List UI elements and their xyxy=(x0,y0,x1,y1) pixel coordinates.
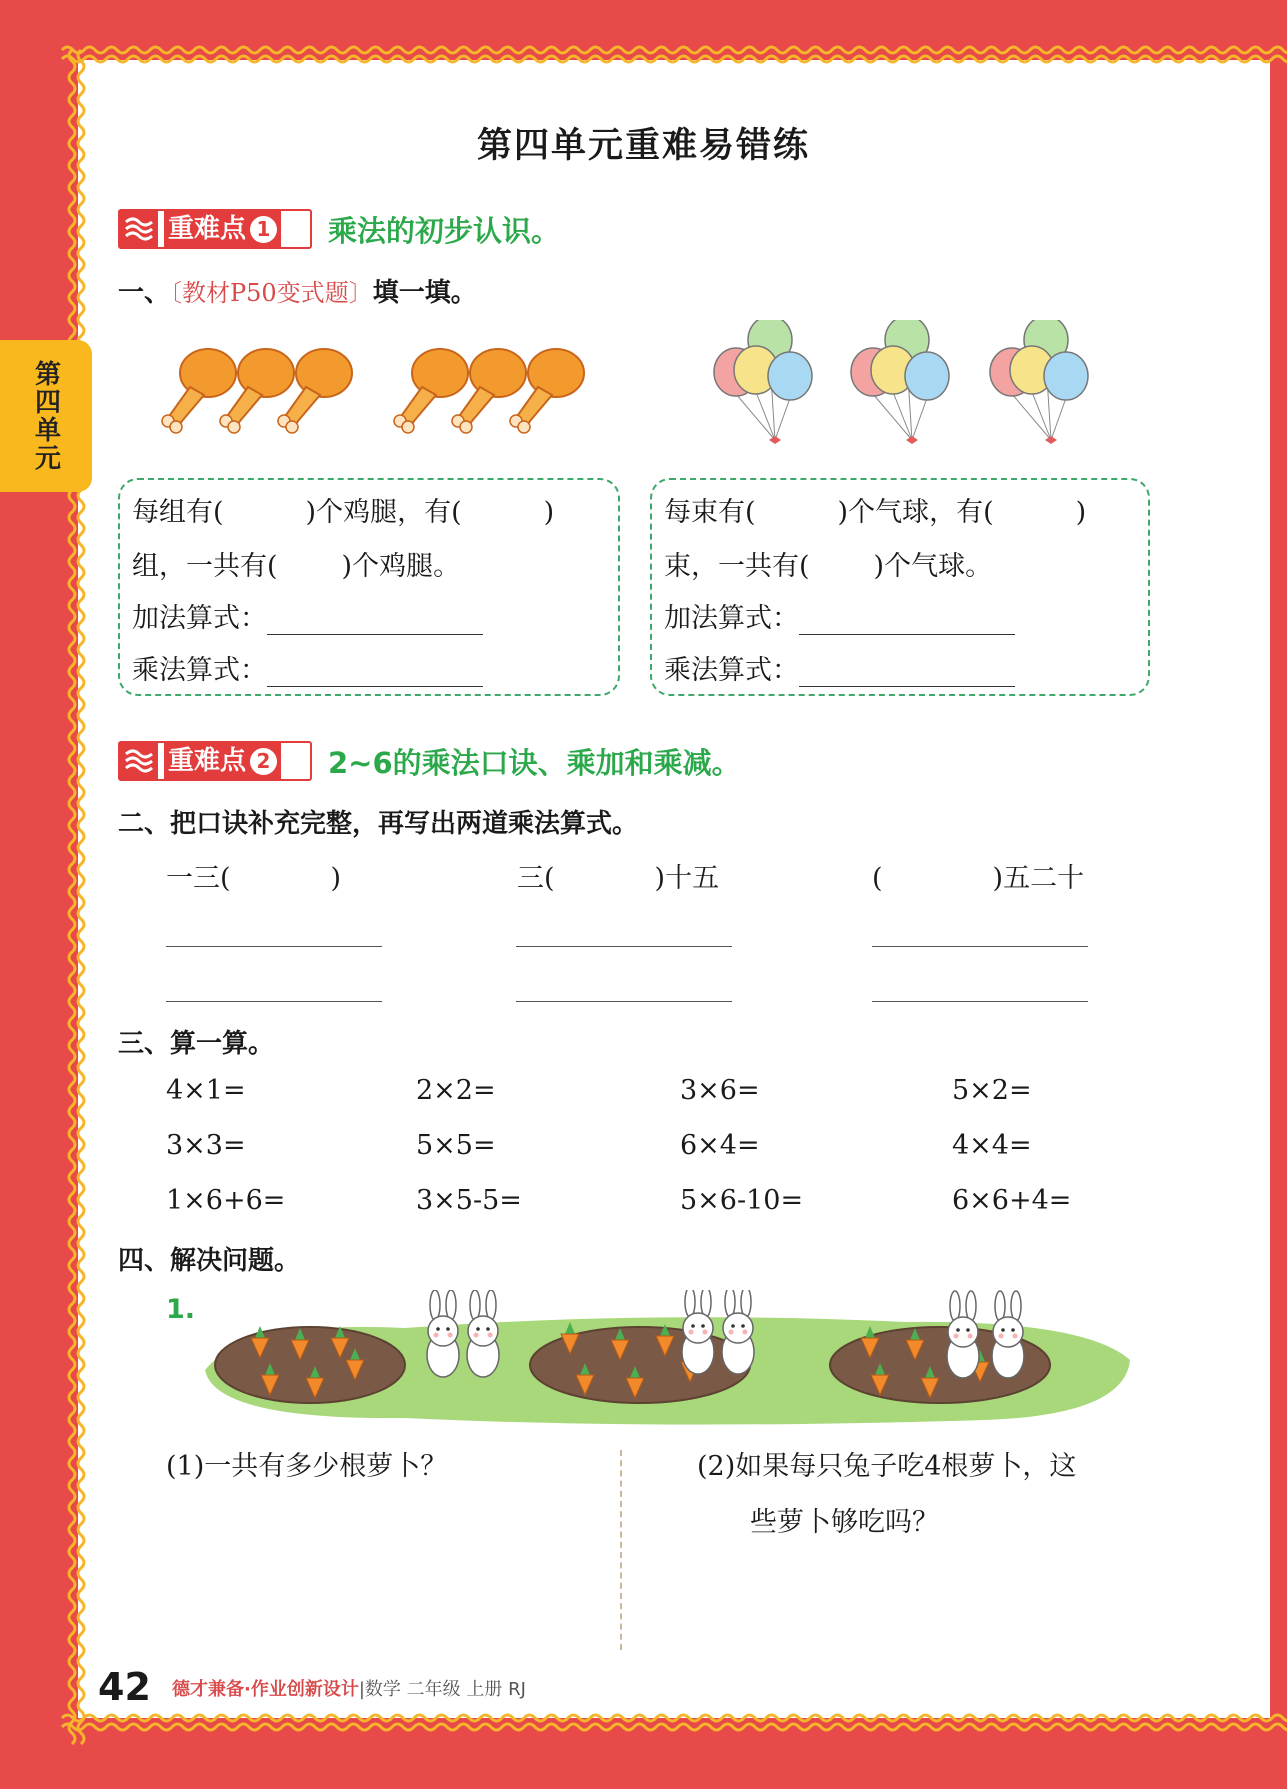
balloon-multiplication-answer[interactable] xyxy=(799,686,1015,687)
calc-item: 1×6+6= xyxy=(166,1185,286,1216)
calc-item: 5×5= xyxy=(416,1130,496,1161)
key-point-1-topic: 乘法的初步认识。 xyxy=(328,213,561,248)
chicken-legs-illustration xyxy=(160,345,600,435)
unit-side-tab: 第四单元 xyxy=(0,340,92,492)
rabbit-icon xyxy=(467,1290,499,1377)
answer-line[interactable] xyxy=(516,946,732,947)
chicken-line-2: 组，一共有( )个鸡腿。 xyxy=(132,551,461,582)
page-title: 第四单元重难易错练 xyxy=(476,126,810,166)
rabbit-icon xyxy=(992,1291,1024,1378)
calc-item: 3×6= xyxy=(680,1075,760,1106)
balloon-addition-label: 加法算式： xyxy=(664,596,1015,635)
chicken-line-1: 每组有( )个鸡腿，有( ) xyxy=(132,497,555,528)
waves-icon xyxy=(120,211,158,247)
balloon-multiplication-label: 乘法算式： xyxy=(664,648,1015,687)
footer-caption: 德才兼备·作业创新设计|数学 二年级 上册 RJ xyxy=(172,1679,526,1700)
calc-item: 6×6+4= xyxy=(952,1185,1072,1216)
sub-question-2-line-2: 些萝卜够吃吗？ xyxy=(750,1507,939,1538)
balloon-icon xyxy=(990,320,1088,444)
problem-number: 1. xyxy=(166,1294,196,1325)
chicken-multiplication-answer[interactable] xyxy=(267,686,483,687)
balloon-icon xyxy=(851,320,949,444)
key-point-2-topic: 2~6的乘法口诀、乘加和乘减。 xyxy=(328,745,741,780)
calc-item: 2×2= xyxy=(416,1075,496,1106)
chicken-multiplication-label: 乘法算式： xyxy=(132,648,483,687)
question-1-heading: 一、〔教材P50变式题〕填一填。 xyxy=(118,278,477,308)
question-2-heading: 二、把口诀补充完整，再写出两道乘法算式。 xyxy=(118,809,639,839)
answer-line[interactable] xyxy=(166,946,382,947)
calc-item: 5×2= xyxy=(952,1075,1032,1106)
balloon-icon xyxy=(714,320,812,444)
chicken-addition-answer[interactable] xyxy=(267,634,483,635)
column-divider xyxy=(620,1450,622,1650)
waves-icon xyxy=(120,743,158,779)
balloon-line-1: 每束有( )个气球，有( ) xyxy=(664,497,1087,528)
question-4-heading: 四、解决问题。 xyxy=(118,1246,301,1276)
rhyme-item-3: ( )五二十 xyxy=(872,863,1085,894)
rhyme-item-1: 一三( ) xyxy=(166,863,342,894)
balloons-illustration xyxy=(710,320,1100,455)
rabbit-icon xyxy=(682,1290,714,1374)
answer-line[interactable] xyxy=(516,1001,732,1002)
answer-line[interactable] xyxy=(166,1001,382,1002)
rhyme-item-2: 三( )十五 xyxy=(517,863,720,894)
chicken-addition-label: 加法算式： xyxy=(132,596,483,635)
page-number: 42 xyxy=(98,1665,151,1709)
balloon-line-2: 束，一共有( )个气球。 xyxy=(664,551,993,582)
answer-line[interactable] xyxy=(872,1001,1088,1002)
calc-item: 4×1= xyxy=(166,1075,246,1106)
rabbit-icon xyxy=(427,1290,459,1377)
calc-item: 6×4= xyxy=(680,1130,760,1161)
calc-item: 4×4= xyxy=(952,1130,1032,1161)
calc-item: 3×5-5= xyxy=(416,1185,522,1216)
question-3-heading: 三、算一算。 xyxy=(118,1029,275,1059)
sub-question-2-line-1: (2)如果每只兔子吃4根萝卜，这 xyxy=(697,1451,1077,1482)
rabbit-icon xyxy=(947,1291,979,1378)
calc-item: 3×3= xyxy=(166,1130,246,1161)
key-point-1: 重难点 1 乘法的初步认识。 xyxy=(118,208,560,250)
rabbit-icon xyxy=(722,1290,754,1374)
balloon-addition-answer[interactable] xyxy=(799,634,1015,635)
key-point-2: 重难点 2 2~6的乘法口诀、乘加和乘减。 xyxy=(118,740,741,782)
calc-item: 5×6-10= xyxy=(680,1185,804,1216)
sub-question-1: (1)一共有多少根萝卜？ xyxy=(166,1451,448,1482)
carrot-field-illustration xyxy=(205,1290,1135,1425)
soil-patch xyxy=(215,1327,405,1403)
answer-line[interactable] xyxy=(872,946,1088,947)
